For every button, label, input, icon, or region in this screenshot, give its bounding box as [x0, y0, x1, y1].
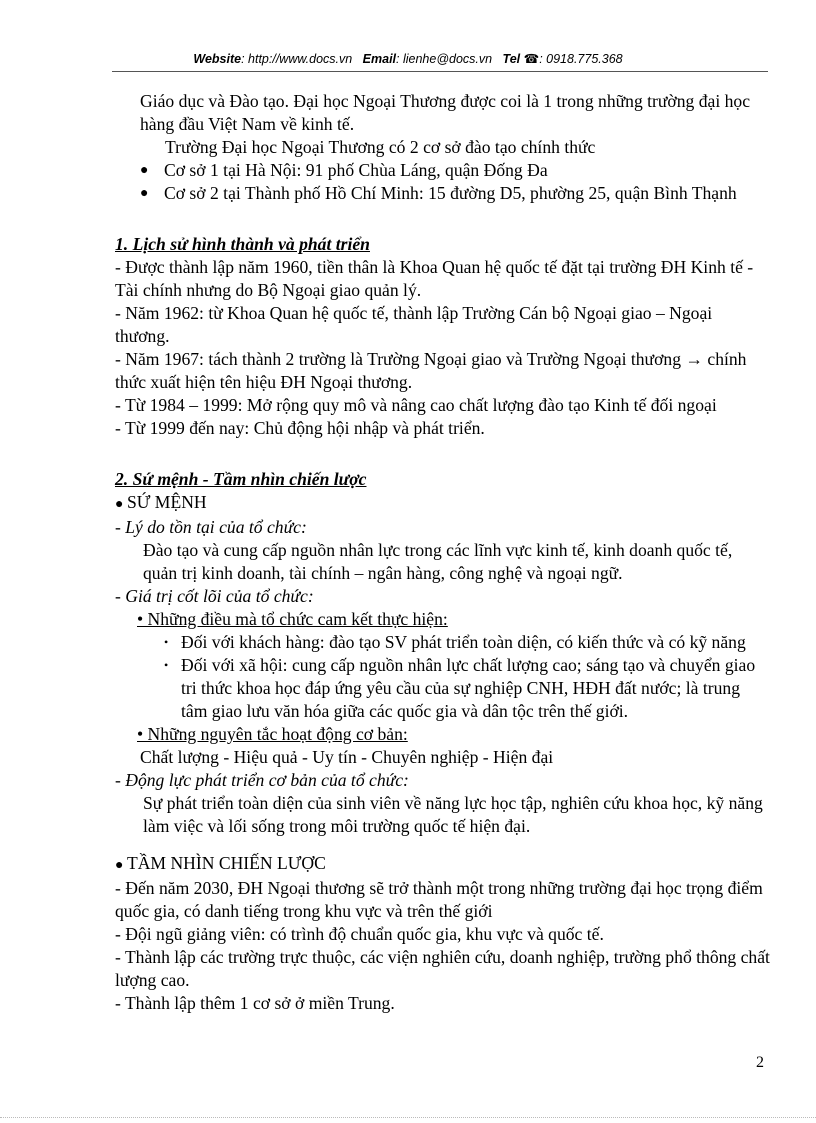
- phone-icon: ☎: [523, 52, 540, 66]
- section-1-title: 1. Lịch sử hình thành và phát triển: [115, 234, 370, 254]
- page-header: [0, 51, 816, 67]
- footer-divider: [0, 1117, 816, 1118]
- values-label: - Giá trị cốt lõi của tổ chức:: [115, 586, 314, 606]
- drive-label: - Động lực phát triển cơ bản của tổ chức:: [115, 770, 409, 790]
- tel-value: : 0918.775.368: [539, 52, 623, 66]
- section-2-title: 2. Sứ mệnh - Tầm nhìn chiến lược: [115, 469, 367, 489]
- commit-heading: • Những điều mà tổ chức cam kết thực hiện:: [137, 609, 448, 629]
- reason-text: Đào tạo và cung cấp nguồn nhân lực trong các lĩnh vực kinh tế, kinh doanh quốc tế, quản trị kinh doanh, tài chính – ngân hàng, công nghệ và ngoại ngữ.: [143, 540, 733, 583]
- bullet-icon: ●: [140, 163, 149, 178]
- bullet-icon: ●: [115, 497, 127, 512]
- document-body: [115, 90, 770, 1015]
- history-item: - Năm 1962: từ Khoa Quan hệ quốc tế, thành lập Trường Cán bộ Ngoại giao – Ngoại thương.: [115, 303, 713, 346]
- website-label: Website: [193, 52, 242, 66]
- vision-item: - Đến năm 2030, ĐH Ngoại thương sẽ trở thành một trong những trường đại học trọng điểm quốc gia, có danh tiếng trong khu vực và trên thế giới: [115, 878, 763, 921]
- principles-text: Chất lượng - Hiệu quả - Uy tín - Chuyên nghiệp - Hiện đại: [140, 747, 554, 767]
- tel-label: Tel: [502, 52, 521, 66]
- intro-campuses-line: Trường Đại học Ngoại Thương có 2 cơ sở đào tạo chính thức: [165, 137, 596, 157]
- bullet-icon: ●: [140, 186, 149, 201]
- vision-item: - Thành lập thêm 1 cơ sở ở miền Trung.: [115, 993, 395, 1013]
- history-item: - Năm 1967: tách thành 2 trường là Trường Ngoại giao và Trường Ngoại thương → chính thức xuất hiện tên hiệu ĐH Ngoại thương.: [115, 349, 747, 392]
- commit-society: • Đối với xã hội: cung cấp nguồn nhân lực chất lượng cao; sáng tạo và chuyển giao tri thức khoa học đáp ứng yêu cầu của sự nghiệp CNH, HĐH đất nước; là trung tâm giao lưu văn hóa giữa các quốc gia và dân tộc trên thế giới.: [115, 654, 770, 723]
- campus-item-1: [115, 159, 770, 182]
- email-label: Email: [362, 52, 397, 66]
- history-item: - Được thành lập năm 1960, tiền thân là Khoa Quan hệ quốc tế đặt tại trường ĐH Kinh tế - Tài chính nhưng do Bộ Ngoại giao quản lý.: [115, 257, 754, 300]
- email-value: : lienhe@docs.vn: [396, 52, 493, 66]
- vision-heading: ● TẦM NHÌN CHIẾN LƯỢC: [115, 853, 326, 873]
- campus-text-2: Cơ sở 2 tại Thành phố Hồ Chí Minh: 15 đường D5, phường 25, quận Bình Thạnh: [164, 183, 737, 203]
- website-value: : http://www.docs.vn: [241, 52, 353, 66]
- mission-heading: ● SỨ MỆNH: [115, 492, 207, 512]
- intro-paragraph: Giáo dục và Đào tạo. Đại học Ngoại Thương được coi là 1 trong những trường đại học hàng đầu Việt Nam về kinh tế.: [140, 91, 751, 134]
- drive-text: Sự phát triển toàn diện của sinh viên về năng lực học tập, nghiên cứu khoa học, kỹ năng làm việc và lối sống trong môi trường quốc tế hiện đại.: [143, 793, 763, 836]
- history-item: - Từ 1999 đến nay: Chủ động hội nhập và phát triển.: [115, 418, 485, 438]
- reason-label: - Lý do tồn tại của tổ chức:: [115, 517, 307, 537]
- campus-text-1: Cơ sở 1 tại Hà Nội: 91 phố Chùa Láng, quận Đống Đa: [164, 160, 548, 180]
- principles-heading: • Những nguyên tắc hoạt động cơ bản:: [137, 724, 408, 744]
- page-number: 2: [756, 1054, 764, 1071]
- small-bullet-icon: •: [164, 658, 169, 672]
- history-item: - Từ 1984 – 1999: Mở rộng quy mô và nâng cao chất lượng đào tạo Kinh tế đối ngoại: [115, 395, 717, 415]
- vision-item: - Thành lập các trường trực thuộc, các viện nghiên cứu, doanh nghiệp, trường phổ thông chất lượng cao.: [115, 947, 770, 990]
- vision-item: - Đội ngũ giảng viên: có trình độ chuẩn quốc gia, khu vực và quốc tế.: [115, 924, 604, 944]
- campus-item-2: [115, 182, 770, 205]
- bullet-icon: ●: [115, 858, 127, 873]
- header-divider: [112, 71, 768, 72]
- small-bullet-icon: •: [164, 635, 169, 649]
- commit-customers: • Đối với khách hàng: đào tạo SV phát triển toàn diện, có kiến thức và có kỹ năng: [115, 631, 770, 654]
